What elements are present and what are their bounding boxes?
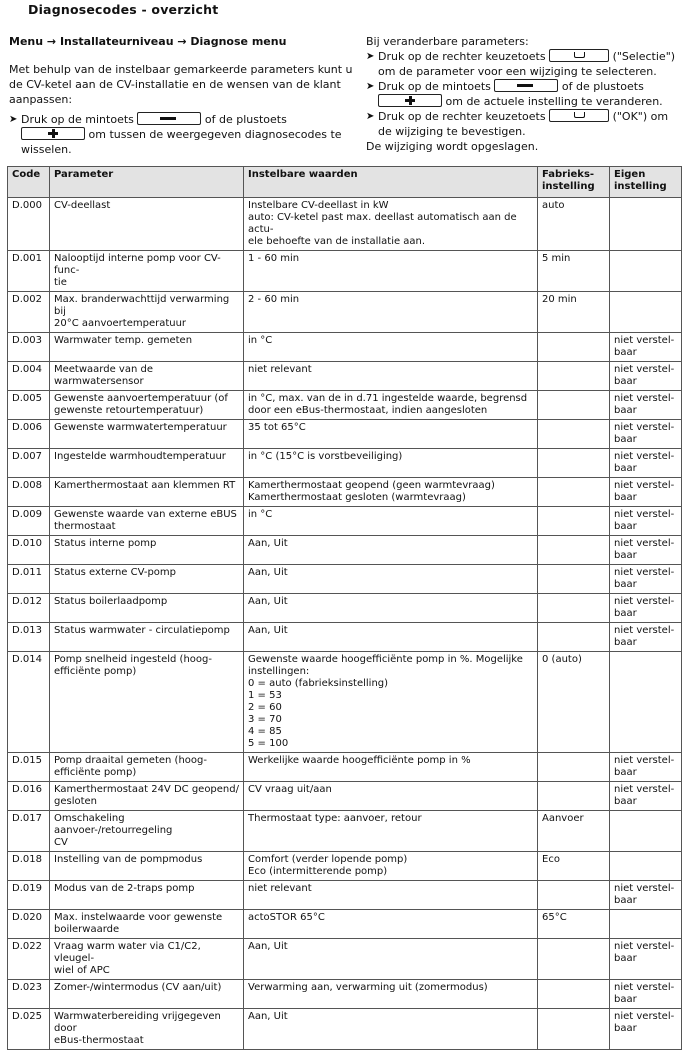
right-heading: Bij veranderbare parameters:: [366, 35, 529, 48]
cell-parameter: Modus van de 2-traps pomp: [50, 881, 244, 910]
table-row: [8, 536, 682, 565]
instruction-step: [366, 49, 682, 79]
minus-key-icon: [494, 79, 558, 92]
cell-own: [610, 292, 682, 333]
cell-values: Comfort (verder lopende pomp) Eco (intermitterende pomp): [244, 852, 538, 881]
cell-code: D.023: [8, 980, 50, 1009]
cell-parameter: Zomer-/wintermodus (CV aan/uit): [50, 980, 244, 1009]
cell-own: [610, 852, 682, 881]
cell-factory: 20 min: [538, 292, 610, 333]
cell-code: D.007: [8, 449, 50, 478]
cell-factory: [538, 391, 610, 420]
cell-parameter: Status warmwater - circulatiepomp: [50, 623, 244, 652]
cell-own: niet verstel- baar: [610, 449, 682, 478]
cell-own: niet verstel- baar: [610, 881, 682, 910]
cell-factory: [538, 362, 610, 391]
footer-note: De wijziging wordt opgeslagen.: [366, 140, 539, 153]
cell-parameter: Meetwaarde van de warmwatersensor: [50, 362, 244, 391]
cell-values: in °C: [244, 333, 538, 362]
cell-parameter: Status externe CV-pomp: [50, 565, 244, 594]
instructions-left: [9, 34, 354, 157]
table-header-row: [8, 167, 682, 198]
cell-own: niet verstel- baar: [610, 753, 682, 782]
page-title: Diagnosecodes - overzicht: [28, 2, 219, 17]
cell-parameter: Kamerthermostaat 24V DC geopend/ gesloten: [50, 782, 244, 811]
step-text: Druk op de mintoets: [378, 80, 491, 93]
cell-parameter: Status interne pomp: [50, 536, 244, 565]
cell-values: actoSTOR 65°C: [244, 910, 538, 939]
cell-factory: [538, 478, 610, 507]
step-text: of de plustoets: [561, 80, 644, 93]
cell-factory: [538, 420, 610, 449]
cell-values: Aan, Uit: [244, 594, 538, 623]
table-row: [8, 565, 682, 594]
cell-parameter: Omschakeling aanvoer-/retourregeling CV: [50, 811, 244, 852]
cell-parameter: Instelling van de pompmodus: [50, 852, 244, 881]
table-row: [8, 782, 682, 811]
cell-factory: [538, 939, 610, 980]
step-text: Druk op de rechter keuzetoets: [378, 110, 546, 123]
plus-key-icon: [21, 127, 85, 140]
table-row: [8, 852, 682, 881]
cell-factory: [538, 536, 610, 565]
cell-own: niet verstel- baar: [610, 623, 682, 652]
cell-factory: [538, 565, 610, 594]
cell-code: D.022: [8, 939, 50, 980]
cell-own: niet verstel- baar: [610, 939, 682, 980]
table-row: [8, 980, 682, 1009]
cell-values: in °C (15°C is vorstbeveiliging): [244, 449, 538, 478]
table-row: [8, 939, 682, 980]
cell-own: niet verstel- baar: [610, 980, 682, 1009]
cell-parameter: Vraag warm water via C1/C2, vleugel- wiel of APC: [50, 939, 244, 980]
cell-factory: [538, 507, 610, 536]
cell-factory: [538, 594, 610, 623]
select-key-icon: [549, 49, 609, 62]
intro-text: Met behulp van de instelbaar gemarkeerde parameters kunt u de CV-ketel aan de CV-installatie en de wensen van de klant aanpassen:: [9, 63, 353, 106]
cell-parameter: Gewenste aanvoertemperatuur (of gewenste retourtemperatuur): [50, 391, 244, 420]
cell-parameter: Nalooptijd interne pomp voor CV-func- tie: [50, 251, 244, 292]
cell-code: D.013: [8, 623, 50, 652]
cell-own: [610, 910, 682, 939]
cell-parameter: Max. instelwaarde voor gewenste boilerwaarde: [50, 910, 244, 939]
menu-path: Menu → Installateurniveau → Diagnose menu: [9, 35, 287, 48]
cell-values: Thermostaat type: aanvoer, retour: [244, 811, 538, 852]
table-row: [8, 478, 682, 507]
cell-code: D.011: [8, 565, 50, 594]
cell-parameter: CV-deellast: [50, 198, 244, 251]
instruction-step: [366, 109, 682, 139]
cell-parameter: Max. branderwachttijd verwarming bij 20°C aanvoertemperatuur: [50, 292, 244, 333]
table-row: [8, 507, 682, 536]
cell-values: Kamerthermostaat geopend (geen warmtevraag) Kamerthermostaat gesloten (warmtevraag): [244, 478, 538, 507]
cell-values: Gewenste waarde hoogefficiënte pomp in %. Mogelijke instellingen: 0 = auto (fabrieksinstelling) 1 = 53 2 = 60 3 = 70 4 = 85 5 = 100: [244, 652, 538, 753]
cell-code: D.001: [8, 251, 50, 292]
cell-factory: Eco: [538, 852, 610, 881]
table-row: [8, 594, 682, 623]
cell-parameter: Pomp draaital gemeten (hoog- efficiënte pomp): [50, 753, 244, 782]
header-code: Code: [8, 167, 50, 198]
arrow-icon: ➤: [366, 51, 375, 62]
cell-code: D.004: [8, 362, 50, 391]
table-row: [8, 449, 682, 478]
header-parameter: Parameter: [50, 167, 244, 198]
cell-parameter: Pomp snelheid ingesteld (hoog- efficiënte pomp): [50, 652, 244, 753]
cell-code: D.014: [8, 652, 50, 753]
cell-values: 35 tot 65°C: [244, 420, 538, 449]
cell-values: in °C: [244, 507, 538, 536]
minus-key-icon: [137, 112, 201, 125]
step-text: Druk op de rechter keuzetoets: [378, 50, 546, 63]
cell-factory: [538, 449, 610, 478]
cell-code: D.025: [8, 1009, 50, 1050]
cell-code: D.005: [8, 391, 50, 420]
cell-factory: [538, 753, 610, 782]
cell-factory: [538, 333, 610, 362]
table-row: [8, 198, 682, 251]
step-text: Druk op de mintoets: [21, 113, 134, 126]
table-row: [8, 391, 682, 420]
arrow-icon: ➤: [366, 111, 375, 122]
cell-code: D.020: [8, 910, 50, 939]
cell-own: [610, 251, 682, 292]
cell-code: D.010: [8, 536, 50, 565]
cell-values: Aan, Uit: [244, 623, 538, 652]
cell-code: D.018: [8, 852, 50, 881]
table-row: [8, 811, 682, 852]
cell-own: niet verstel- baar: [610, 478, 682, 507]
cell-values: Verwarming aan, verwarming uit (zomermodus): [244, 980, 538, 1009]
cell-factory: [538, 782, 610, 811]
cell-own: niet verstel- baar: [610, 1009, 682, 1050]
cell-factory: [538, 623, 610, 652]
table-row: [8, 1009, 682, 1050]
cell-values: Werkelijke waarde hoogefficiënte pomp in %: [244, 753, 538, 782]
cell-parameter: Status boilerlaadpomp: [50, 594, 244, 623]
cell-parameter: Gewenste waarde van externe eBUS thermostaat: [50, 507, 244, 536]
instruction-step: [9, 112, 354, 157]
cell-own: niet verstel- baar: [610, 536, 682, 565]
table-row: [8, 333, 682, 362]
cell-own: niet verstel- baar: [610, 594, 682, 623]
table-row: [8, 292, 682, 333]
cell-own: niet verstel- baar: [610, 333, 682, 362]
cell-values: Aan, Uit: [244, 565, 538, 594]
cell-code: D.016: [8, 782, 50, 811]
cell-code: D.012: [8, 594, 50, 623]
cell-values: Aan, Uit: [244, 536, 538, 565]
table-row: [8, 910, 682, 939]
instructions-right: [366, 34, 682, 154]
diagnosecodes-table: [7, 166, 682, 1050]
cell-factory: [538, 1009, 610, 1050]
cell-parameter: Ingestelde warmhoudtemperatuur: [50, 449, 244, 478]
cell-code: D.003: [8, 333, 50, 362]
header-own: Eigen instelling: [610, 167, 682, 198]
cell-factory: 0 (auto): [538, 652, 610, 753]
cell-parameter: Kamerthermostaat aan klemmen RT: [50, 478, 244, 507]
cell-own: [610, 811, 682, 852]
cell-values: niet relevant: [244, 881, 538, 910]
table-row: [8, 881, 682, 910]
table-row: [8, 623, 682, 652]
cell-values: 1 - 60 min: [244, 251, 538, 292]
cell-own: niet verstel- baar: [610, 362, 682, 391]
cell-own: niet verstel- baar: [610, 391, 682, 420]
cell-code: D.000: [8, 198, 50, 251]
header-values: Instelbare waarden: [244, 167, 538, 198]
arrow-icon: ➤: [366, 81, 375, 92]
cell-own: [610, 198, 682, 251]
cell-factory: 5 min: [538, 251, 610, 292]
cell-values: Aan, Uit: [244, 939, 538, 980]
cell-factory: auto: [538, 198, 610, 251]
cell-code: D.009: [8, 507, 50, 536]
cell-factory: [538, 980, 610, 1009]
cell-factory: Aanvoer: [538, 811, 610, 852]
cell-code: D.019: [8, 881, 50, 910]
plus-key-icon: [378, 94, 442, 107]
cell-values: in °C, max. van de in d.71 ingestelde waarde, begrensd door een eBus-thermostaat, indien aangesloten: [244, 391, 538, 420]
cell-code: D.008: [8, 478, 50, 507]
select-key-icon: [549, 109, 609, 122]
cell-own: niet verstel- baar: [610, 782, 682, 811]
cell-values: Aan, Uit: [244, 1009, 538, 1050]
table-row: [8, 362, 682, 391]
cell-code: D.002: [8, 292, 50, 333]
cell-values: 2 - 60 min: [244, 292, 538, 333]
step-text: ("OK") om de wijziging te bevestigen.: [378, 110, 669, 138]
table-row: [8, 753, 682, 782]
table-row: [8, 251, 682, 292]
step-text: om tussen de weergegeven diagnosecodes te wisselen.: [21, 128, 342, 156]
cell-parameter: Gewenste warmwatertemperatuur: [50, 420, 244, 449]
cell-parameter: Warmwaterbereiding vrijgegeven door eBus-thermostaat: [50, 1009, 244, 1050]
arrow-icon: ➤: [9, 114, 18, 125]
step-text: of de plustoets: [204, 113, 287, 126]
step-text: om de actuele instelling te veranderen.: [445, 95, 663, 108]
table-row: [8, 420, 682, 449]
cell-values: niet relevant: [244, 362, 538, 391]
step-text: ("Selectie") om de parameter voor een wijziging te selecteren.: [378, 50, 676, 78]
cell-code: D.015: [8, 753, 50, 782]
cell-own: [610, 652, 682, 753]
cell-code: D.017: [8, 811, 50, 852]
cell-values: CV vraag uit/aan: [244, 782, 538, 811]
cell-own: niet verstel- baar: [610, 565, 682, 594]
cell-parameter: Warmwater temp. gemeten: [50, 333, 244, 362]
cell-factory: [538, 881, 610, 910]
table-row: [8, 652, 682, 753]
cell-own: niet verstel- baar: [610, 420, 682, 449]
cell-factory: 65°C: [538, 910, 610, 939]
cell-values: Instelbare CV-deellast in kW auto: CV-ketel past max. deellast automatisch aan de actu- ele behoefte van de installatie aan.: [244, 198, 538, 251]
cell-code: D.006: [8, 420, 50, 449]
instruction-step: [366, 79, 682, 109]
cell-own: niet verstel- baar: [610, 507, 682, 536]
header-factory: Fabrieks- instelling: [538, 167, 610, 198]
